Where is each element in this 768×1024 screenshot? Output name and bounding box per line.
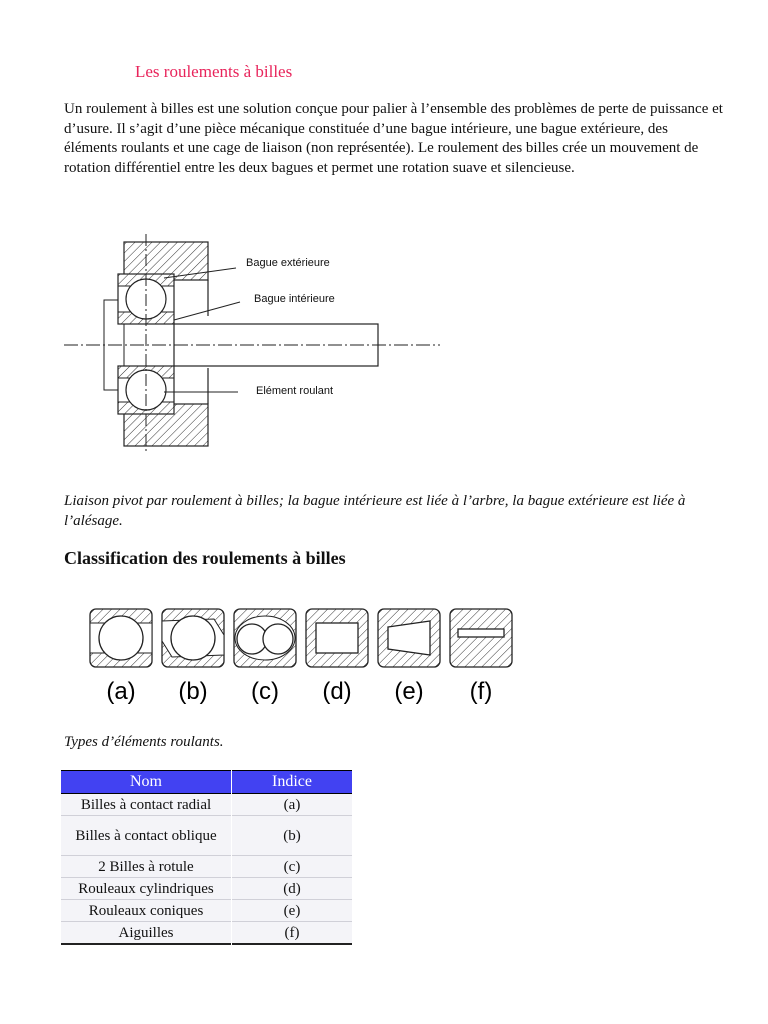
type-c-self-aligning-ball: [234, 609, 296, 667]
table-cell-index: (a): [232, 794, 352, 816]
types-table-name-column: [61, 770, 231, 945]
type-label: (b): [178, 678, 208, 705]
type-d-cylindrical-roller: [306, 609, 368, 667]
type-label: (e): [394, 678, 424, 705]
type-e-tapered-roller: [378, 609, 440, 667]
table-cell-index: (b): [232, 816, 352, 856]
type-f-needle-roller: [450, 609, 512, 667]
figure-caption-assembly: Liaison pivot par roulement à billes; la bague intérieure est liée à l’arbre, la bague extérieure est liée à l’alésage.: [64, 493, 686, 529]
table-cell-name: 2 Billes à rotule: [61, 856, 231, 878]
table-cell-name: Aiguilles: [61, 922, 231, 945]
table-cell-name: Billes à contact radial: [61, 794, 231, 816]
page-title: Les roulements à billes: [135, 62, 293, 81]
table-cell-index: (e): [232, 900, 352, 922]
label-outer-ring: Bague extérieure: [246, 257, 330, 269]
section-heading: Classification des roulements à billes: [64, 548, 346, 568]
type-label: (f): [469, 678, 493, 705]
type-label: (d): [322, 678, 352, 705]
intro-paragraph: Un roulement à billes est une solution conçue pour palier à l’ensemble des problèmes de perte de puissance et d’usure. Il s’agit d’une pièce mécanique constituée d’une bague intérieure, une bague extérieure, des éléments roulants et une cage de liaison (non représentée). Le roulement des billes crée un mouvement de rotation différentiel entre les deux bagues et permet une rotation suave et silencieuse.: [64, 101, 723, 176]
table-cell-name: Billes à contact oblique: [61, 816, 231, 856]
types-table-index-column: [232, 770, 352, 945]
table-header-name: Nom: [61, 770, 231, 794]
type-a-radial-ball: [90, 609, 152, 667]
rolling-element-types-diagram: [86, 605, 526, 707]
table-cell-name: Rouleaux cylindriques: [61, 878, 231, 900]
table-header-index: Indice: [232, 770, 352, 794]
table-cell-index: (c): [232, 856, 352, 878]
type-label: (a): [106, 678, 136, 705]
table-cell-name: Rouleaux coniques: [61, 900, 231, 922]
table-cell-index: (f): [232, 922, 352, 945]
label-inner-ring: Bague intérieure: [254, 293, 335, 305]
label-rolling-element: Elément roulant: [256, 385, 334, 397]
type-b-angular-ball: [162, 609, 224, 667]
table-cell-index: (d): [232, 878, 352, 900]
type-label: (c): [251, 678, 279, 705]
figure-caption-types: Types d’éléments roulants.: [64, 734, 224, 750]
bearing-assembly-diagram: [60, 232, 460, 458]
